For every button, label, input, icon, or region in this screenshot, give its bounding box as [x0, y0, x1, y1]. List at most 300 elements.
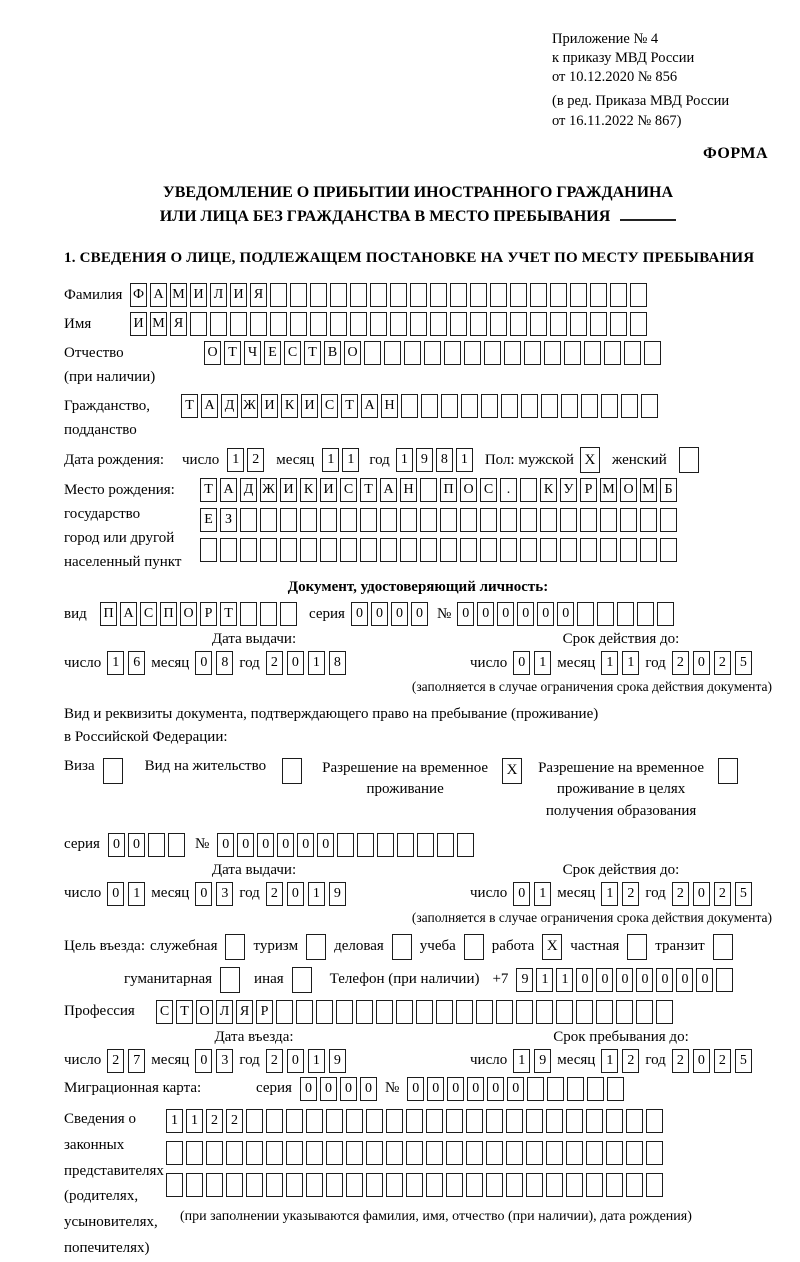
char-cell[interactable]: [716, 968, 733, 992]
char-cell[interactable]: Л: [210, 283, 227, 307]
char-cell[interactable]: [660, 538, 677, 562]
char-cell[interactable]: [584, 341, 601, 365]
checkbox-cell[interactable]: [282, 758, 302, 784]
char-cell[interactable]: [206, 1141, 223, 1165]
char-cell[interactable]: Н: [400, 478, 417, 502]
char-cell[interactable]: [326, 1109, 343, 1133]
char-cell[interactable]: [430, 312, 447, 336]
char-cell[interactable]: [380, 538, 397, 562]
char-cell[interactable]: [526, 1141, 543, 1165]
char-cell[interactable]: 0: [340, 1077, 357, 1101]
char-cell[interactable]: [516, 1000, 533, 1024]
char-cell[interactable]: [536, 1000, 553, 1024]
char-cell[interactable]: И: [190, 283, 207, 307]
char-cell[interactable]: [486, 1141, 503, 1165]
char-cell[interactable]: [506, 1109, 523, 1133]
char-cell[interactable]: [276, 1000, 293, 1024]
char-cell[interactable]: О: [196, 1000, 213, 1024]
char-cell[interactable]: [564, 341, 581, 365]
char-cell[interactable]: [260, 508, 277, 532]
char-cell[interactable]: [620, 508, 637, 532]
char-cell[interactable]: [556, 1000, 573, 1024]
char-cell[interactable]: [206, 1173, 223, 1197]
char-cell[interactable]: [210, 312, 227, 336]
char-cell[interactable]: Т: [360, 478, 377, 502]
char-cell[interactable]: 1: [166, 1109, 183, 1133]
char-cell[interactable]: Т: [341, 394, 358, 418]
char-cell[interactable]: [337, 833, 354, 857]
char-cell[interactable]: [590, 283, 607, 307]
char-cell[interactable]: 9: [329, 1049, 346, 1073]
char-cell[interactable]: Л: [216, 1000, 233, 1024]
char-cell[interactable]: [400, 538, 417, 562]
char-cell[interactable]: 0: [693, 651, 710, 675]
char-cell[interactable]: [330, 312, 347, 336]
checkbox-cell[interactable]: [713, 934, 733, 960]
checkbox-cell[interactable]: [103, 758, 123, 784]
char-cell[interactable]: М: [640, 478, 657, 502]
char-cell[interactable]: [340, 508, 357, 532]
char-cell[interactable]: 0: [391, 602, 408, 626]
char-cell[interactable]: [340, 538, 357, 562]
char-cell[interactable]: П: [440, 478, 457, 502]
char-cell[interactable]: 2: [266, 882, 283, 906]
char-cell[interactable]: [346, 1173, 363, 1197]
char-cell[interactable]: 0: [195, 882, 212, 906]
char-cell[interactable]: [550, 312, 567, 336]
char-cell[interactable]: [346, 1109, 363, 1133]
char-cell[interactable]: [466, 1109, 483, 1133]
char-cell[interactable]: О: [180, 602, 197, 626]
char-cell[interactable]: Ф: [130, 283, 147, 307]
char-cell[interactable]: [357, 833, 374, 857]
char-cell[interactable]: О: [344, 341, 361, 365]
char-cell[interactable]: 0: [107, 882, 124, 906]
checkbox-cell[interactable]: [306, 934, 326, 960]
char-cell[interactable]: 2: [672, 882, 689, 906]
char-cell[interactable]: [546, 1109, 563, 1133]
checkbox-cell[interactable]: X: [580, 447, 600, 473]
char-cell[interactable]: 2: [714, 1049, 731, 1073]
char-cell[interactable]: [386, 1109, 403, 1133]
char-cell[interactable]: [400, 508, 417, 532]
char-cell[interactable]: М: [600, 478, 617, 502]
char-cell[interactable]: [656, 1000, 673, 1024]
char-cell[interactable]: [540, 538, 557, 562]
char-cell[interactable]: [240, 602, 257, 626]
char-cell[interactable]: 0: [537, 602, 554, 626]
char-cell[interactable]: [426, 1109, 443, 1133]
char-cell[interactable]: [490, 283, 507, 307]
char-cell[interactable]: [384, 341, 401, 365]
char-cell[interactable]: [386, 1141, 403, 1165]
char-cell[interactable]: 1: [513, 1049, 530, 1073]
char-cell[interactable]: [480, 508, 497, 532]
char-cell[interactable]: 2: [206, 1109, 223, 1133]
char-cell[interactable]: [246, 1173, 263, 1197]
char-cell[interactable]: [481, 394, 498, 418]
char-cell[interactable]: [641, 394, 658, 418]
char-cell[interactable]: [366, 1173, 383, 1197]
char-cell[interactable]: [417, 833, 434, 857]
char-cell[interactable]: [577, 602, 594, 626]
char-cell[interactable]: 1: [308, 882, 325, 906]
char-cell[interactable]: [377, 833, 394, 857]
char-cell[interactable]: К: [300, 478, 317, 502]
char-cell[interactable]: 0: [596, 968, 613, 992]
char-cell[interactable]: [530, 312, 547, 336]
char-cell[interactable]: [440, 538, 457, 562]
char-cell[interactable]: 5: [735, 882, 752, 906]
char-cell[interactable]: 1: [622, 651, 639, 675]
char-cell[interactable]: [620, 538, 637, 562]
char-cell[interactable]: [456, 1000, 473, 1024]
char-cell[interactable]: [226, 1173, 243, 1197]
char-cell[interactable]: Я: [250, 283, 267, 307]
char-cell[interactable]: [220, 538, 237, 562]
char-cell[interactable]: У: [560, 478, 577, 502]
char-cell[interactable]: К: [281, 394, 298, 418]
char-cell[interactable]: [590, 312, 607, 336]
char-cell[interactable]: [637, 602, 654, 626]
char-cell[interactable]: [597, 602, 614, 626]
char-cell[interactable]: [616, 1000, 633, 1024]
char-cell[interactable]: [460, 538, 477, 562]
char-cell[interactable]: [186, 1141, 203, 1165]
char-cell[interactable]: 0: [457, 602, 474, 626]
char-cell[interactable]: 0: [513, 651, 530, 675]
char-cell[interactable]: [600, 508, 617, 532]
char-cell[interactable]: 5: [735, 651, 752, 675]
char-cell[interactable]: 0: [407, 1077, 424, 1101]
char-cell[interactable]: [430, 283, 447, 307]
char-cell[interactable]: [306, 1109, 323, 1133]
char-cell[interactable]: [480, 538, 497, 562]
char-cell[interactable]: 0: [287, 1049, 304, 1073]
char-cell[interactable]: [346, 1141, 363, 1165]
char-cell[interactable]: [570, 283, 587, 307]
char-cell[interactable]: [580, 508, 597, 532]
char-cell[interactable]: [420, 478, 437, 502]
char-cell[interactable]: [644, 341, 661, 365]
char-cell[interactable]: [370, 283, 387, 307]
checkbox-cell[interactable]: [627, 934, 647, 960]
char-cell[interactable]: 0: [317, 833, 334, 857]
char-cell[interactable]: [496, 1000, 513, 1024]
char-cell[interactable]: [406, 1173, 423, 1197]
char-cell[interactable]: 1: [456, 448, 473, 472]
char-cell[interactable]: 0: [411, 602, 428, 626]
char-cell[interactable]: [406, 1109, 423, 1133]
char-cell[interactable]: [260, 602, 277, 626]
char-cell[interactable]: Д: [221, 394, 238, 418]
char-cell[interactable]: [376, 1000, 393, 1024]
char-cell[interactable]: [544, 341, 561, 365]
char-cell[interactable]: [396, 1000, 413, 1024]
char-cell[interactable]: [416, 1000, 433, 1024]
char-cell[interactable]: 0: [287, 882, 304, 906]
checkbox-cell[interactable]: X: [542, 934, 562, 960]
char-cell[interactable]: [404, 341, 421, 365]
char-cell[interactable]: [626, 1141, 643, 1165]
char-cell[interactable]: [444, 341, 461, 365]
char-cell[interactable]: 2: [226, 1109, 243, 1133]
char-cell[interactable]: 1: [536, 968, 553, 992]
char-cell[interactable]: 2: [247, 448, 264, 472]
char-cell[interactable]: [401, 394, 418, 418]
char-cell[interactable]: [437, 833, 454, 857]
char-cell[interactable]: И: [280, 478, 297, 502]
char-cell[interactable]: [581, 394, 598, 418]
checkbox-cell[interactable]: [718, 758, 738, 784]
char-cell[interactable]: 2: [266, 1049, 283, 1073]
char-cell[interactable]: [360, 538, 377, 562]
char-cell[interactable]: [306, 1141, 323, 1165]
char-cell[interactable]: [464, 341, 481, 365]
char-cell[interactable]: 2: [714, 651, 731, 675]
char-cell[interactable]: 9: [534, 1049, 551, 1073]
char-cell[interactable]: [470, 312, 487, 336]
char-cell[interactable]: Я: [236, 1000, 253, 1024]
char-cell[interactable]: [500, 538, 517, 562]
char-cell[interactable]: С: [140, 602, 157, 626]
char-cell[interactable]: 0: [128, 833, 145, 857]
char-cell[interactable]: [520, 508, 537, 532]
char-cell[interactable]: [406, 1141, 423, 1165]
char-cell[interactable]: 6: [128, 651, 145, 675]
char-cell[interactable]: [604, 341, 621, 365]
char-cell[interactable]: [607, 1077, 624, 1101]
char-cell[interactable]: 0: [277, 833, 294, 857]
char-cell[interactable]: [360, 508, 377, 532]
char-cell[interactable]: Е: [264, 341, 281, 365]
char-cell[interactable]: 0: [517, 602, 534, 626]
char-cell[interactable]: [646, 1109, 663, 1133]
char-cell[interactable]: [466, 1141, 483, 1165]
char-cell[interactable]: [586, 1173, 603, 1197]
char-cell[interactable]: 8: [436, 448, 453, 472]
char-cell[interactable]: [550, 283, 567, 307]
char-cell[interactable]: 8: [329, 651, 346, 675]
char-cell[interactable]: [560, 538, 577, 562]
char-cell[interactable]: [600, 538, 617, 562]
char-cell[interactable]: [466, 1173, 483, 1197]
char-cell[interactable]: [364, 341, 381, 365]
char-cell[interactable]: [397, 833, 414, 857]
char-cell[interactable]: [470, 283, 487, 307]
char-cell[interactable]: [446, 1141, 463, 1165]
char-cell[interactable]: 2: [714, 882, 731, 906]
char-cell[interactable]: И: [130, 312, 147, 336]
char-cell[interactable]: [300, 538, 317, 562]
char-cell[interactable]: 0: [696, 968, 713, 992]
char-cell[interactable]: 1: [601, 882, 618, 906]
char-cell[interactable]: [596, 1000, 613, 1024]
char-cell[interactable]: 0: [257, 833, 274, 857]
char-cell[interactable]: Ж: [241, 394, 258, 418]
char-cell[interactable]: [246, 1141, 263, 1165]
char-cell[interactable]: А: [150, 283, 167, 307]
char-cell[interactable]: 2: [622, 882, 639, 906]
char-cell[interactable]: [610, 283, 627, 307]
char-cell[interactable]: 0: [351, 602, 368, 626]
char-cell[interactable]: Ч: [244, 341, 261, 365]
char-cell[interactable]: [290, 283, 307, 307]
char-cell[interactable]: [567, 1077, 584, 1101]
char-cell[interactable]: [410, 312, 427, 336]
char-cell[interactable]: 0: [108, 833, 125, 857]
char-cell[interactable]: М: [170, 283, 187, 307]
char-cell[interactable]: [246, 1109, 263, 1133]
char-cell[interactable]: 3: [216, 1049, 233, 1073]
char-cell[interactable]: [510, 312, 527, 336]
char-cell[interactable]: [540, 508, 557, 532]
char-cell[interactable]: И: [320, 478, 337, 502]
char-cell[interactable]: О: [204, 341, 221, 365]
char-cell[interactable]: [270, 283, 287, 307]
char-cell[interactable]: [230, 312, 247, 336]
char-cell[interactable]: А: [380, 478, 397, 502]
char-cell[interactable]: [420, 508, 437, 532]
char-cell[interactable]: 0: [507, 1077, 524, 1101]
char-cell[interactable]: [426, 1173, 443, 1197]
char-cell[interactable]: 1: [342, 448, 359, 472]
char-cell[interactable]: Т: [176, 1000, 193, 1024]
char-cell[interactable]: [266, 1141, 283, 1165]
char-cell[interactable]: [280, 508, 297, 532]
char-cell[interactable]: М: [150, 312, 167, 336]
char-cell[interactable]: [440, 508, 457, 532]
char-cell[interactable]: 9: [329, 882, 346, 906]
char-cell[interactable]: [306, 1173, 323, 1197]
char-cell[interactable]: З: [220, 508, 237, 532]
char-cell[interactable]: [541, 394, 558, 418]
char-cell[interactable]: 2: [672, 1049, 689, 1073]
char-cell[interactable]: [646, 1141, 663, 1165]
char-cell[interactable]: 1: [308, 1049, 325, 1073]
char-cell[interactable]: [410, 283, 427, 307]
char-cell[interactable]: [240, 538, 257, 562]
char-cell[interactable]: Т: [181, 394, 198, 418]
char-cell[interactable]: [266, 1109, 283, 1133]
char-cell[interactable]: .: [500, 478, 517, 502]
char-cell[interactable]: [350, 283, 367, 307]
char-cell[interactable]: [200, 538, 217, 562]
char-cell[interactable]: В: [324, 341, 341, 365]
char-cell[interactable]: С: [156, 1000, 173, 1024]
char-cell[interactable]: [326, 1173, 343, 1197]
char-cell[interactable]: Ж: [260, 478, 277, 502]
char-cell[interactable]: 0: [693, 882, 710, 906]
char-cell[interactable]: 1: [556, 968, 573, 992]
char-cell[interactable]: [646, 1173, 663, 1197]
char-cell[interactable]: [420, 538, 437, 562]
checkbox-cell[interactable]: [679, 447, 699, 473]
char-cell[interactable]: [526, 1173, 543, 1197]
char-cell[interactable]: [300, 508, 317, 532]
char-cell[interactable]: [450, 312, 467, 336]
char-cell[interactable]: 2: [107, 1049, 124, 1073]
char-cell[interactable]: [576, 1000, 593, 1024]
checkbox-cell[interactable]: [464, 934, 484, 960]
char-cell[interactable]: И: [301, 394, 318, 418]
char-cell[interactable]: [226, 1141, 243, 1165]
char-cell[interactable]: 0: [287, 651, 304, 675]
char-cell[interactable]: [521, 394, 538, 418]
char-cell[interactable]: Н: [381, 394, 398, 418]
char-cell[interactable]: [510, 283, 527, 307]
char-cell[interactable]: 0: [300, 1077, 317, 1101]
char-cell[interactable]: С: [480, 478, 497, 502]
char-cell[interactable]: [366, 1109, 383, 1133]
char-cell[interactable]: [426, 1141, 443, 1165]
char-cell[interactable]: [546, 1141, 563, 1165]
char-cell[interactable]: [630, 312, 647, 336]
char-cell[interactable]: [606, 1173, 623, 1197]
char-cell[interactable]: [601, 394, 618, 418]
char-cell[interactable]: О: [460, 478, 477, 502]
char-cell[interactable]: 0: [320, 1077, 337, 1101]
char-cell[interactable]: [506, 1173, 523, 1197]
char-cell[interactable]: [390, 312, 407, 336]
char-cell[interactable]: [624, 341, 641, 365]
char-cell[interactable]: 9: [416, 448, 433, 472]
char-cell[interactable]: 1: [601, 1049, 618, 1073]
char-cell[interactable]: [148, 833, 165, 857]
char-cell[interactable]: [436, 1000, 453, 1024]
char-cell[interactable]: [486, 1173, 503, 1197]
char-cell[interactable]: [606, 1109, 623, 1133]
char-cell[interactable]: [446, 1173, 463, 1197]
char-cell[interactable]: Б: [660, 478, 677, 502]
char-cell[interactable]: [560, 508, 577, 532]
char-cell[interactable]: 1: [534, 651, 551, 675]
char-cell[interactable]: [640, 508, 657, 532]
char-cell[interactable]: [330, 283, 347, 307]
char-cell[interactable]: Т: [220, 602, 237, 626]
char-cell[interactable]: [240, 508, 257, 532]
char-cell[interactable]: [660, 508, 677, 532]
char-cell[interactable]: 0: [656, 968, 673, 992]
char-cell[interactable]: 9: [516, 968, 533, 992]
checkbox-cell[interactable]: [225, 934, 245, 960]
char-cell[interactable]: [421, 394, 438, 418]
char-cell[interactable]: 3: [216, 882, 233, 906]
char-cell[interactable]: Е: [200, 508, 217, 532]
char-cell[interactable]: [486, 1109, 503, 1133]
char-cell[interactable]: [424, 341, 441, 365]
checkbox-cell[interactable]: [220, 967, 240, 993]
char-cell[interactable]: [286, 1173, 303, 1197]
checkbox-cell[interactable]: [292, 967, 312, 993]
char-cell[interactable]: П: [160, 602, 177, 626]
char-cell[interactable]: 5: [735, 1049, 752, 1073]
char-cell[interactable]: [366, 1141, 383, 1165]
char-cell[interactable]: [626, 1109, 643, 1133]
char-cell[interactable]: [326, 1141, 343, 1165]
char-cell[interactable]: [586, 1141, 603, 1165]
char-cell[interactable]: [610, 312, 627, 336]
char-cell[interactable]: 0: [195, 651, 212, 675]
char-cell[interactable]: [561, 394, 578, 418]
char-cell[interactable]: [500, 508, 517, 532]
char-cell[interactable]: [250, 312, 267, 336]
char-cell[interactable]: [166, 1173, 183, 1197]
char-cell[interactable]: 0: [360, 1077, 377, 1101]
char-cell[interactable]: А: [120, 602, 137, 626]
char-cell[interactable]: [524, 341, 541, 365]
char-cell[interactable]: П: [100, 602, 117, 626]
